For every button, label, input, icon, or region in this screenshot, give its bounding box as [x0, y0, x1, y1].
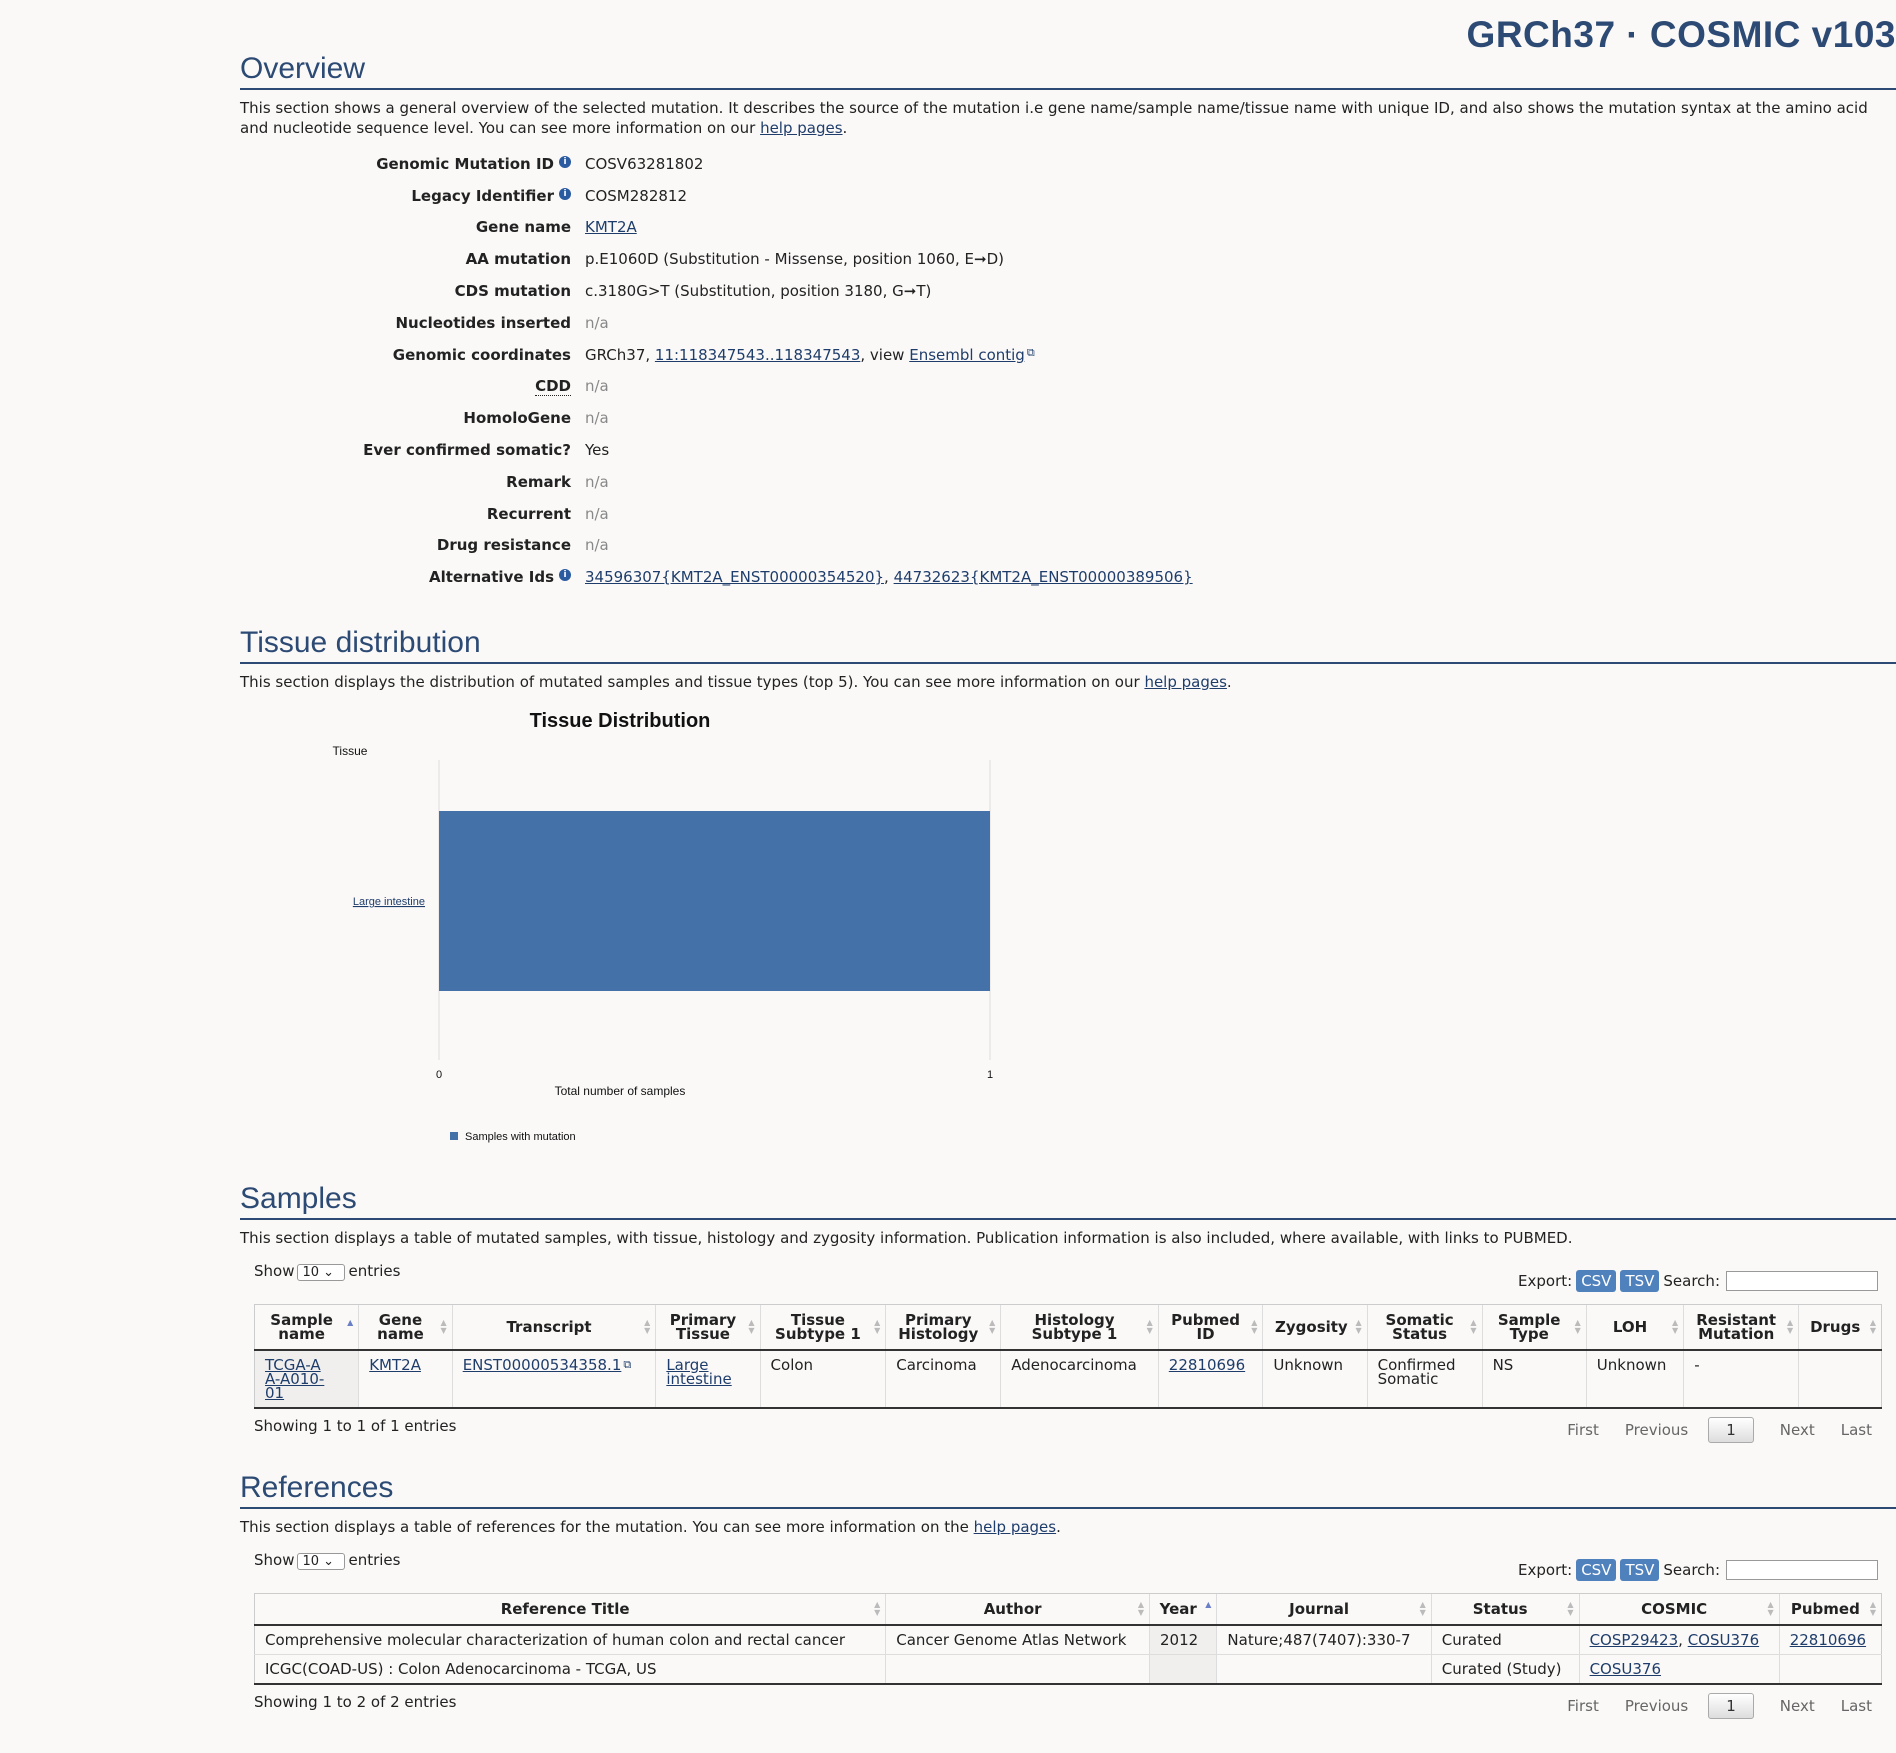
sort-icon: ▲ ▼ — [1869, 1600, 1876, 1617]
column-header[interactable]: Status ▲ ▼ — [1431, 1594, 1579, 1626]
cosmic-link[interactable]: COSU376 — [1589, 1660, 1661, 1678]
table-info: Showing 1 to 2 of 2 entries — [254, 1693, 457, 1711]
field-genomic-mutation-id: Genomic Mutation ID i COSV63281802 — [376, 154, 704, 173]
samples-section — [240, 1182, 1896, 1455]
table-row: Comprehensive molecular characterization of human colon and rectal cancer Cancer Genome Atlas Network 2012 Nature;487(7407):330-7 Curated COSP29423, COSU376 22810696 — [255, 1625, 1882, 1655]
column-header[interactable]: Tissue Subtype 1 ▲ ▼ — [760, 1305, 886, 1351]
chevron-down-icon: ⌄ — [323, 1554, 335, 1569]
sort-icon: ▲ ▼ — [874, 1600, 881, 1617]
field-homologene: HomoloGene n/a — [463, 409, 609, 428]
field-recurrent: Recurrent n/a — [486, 504, 609, 523]
overview-heading: Overview — [240, 52, 1896, 90]
field-legacy-identifier: Legacy Identifier i COSM282812 — [411, 186, 688, 205]
samples-table — [254, 1304, 1882, 1409]
chevron-down-icon: ⌄ — [323, 1265, 335, 1280]
external-link-icon: ⧉ — [623, 1358, 632, 1371]
samples-description: This section displays a table of mutated samples, with tissue, histology and zygosity information. Publication information is also included, where available, with links to PUBMED. — [240, 1229, 1573, 1247]
column-header[interactable]: Drugs ▲ ▼ — [1799, 1305, 1882, 1351]
references-heading: References — [240, 1471, 1896, 1509]
help-pages-link[interactable]: help pages — [973, 1518, 1057, 1536]
pagination — [1541, 1693, 1872, 1719]
x-tick-label: 1 — [986, 1069, 994, 1081]
column-header[interactable]: Journal ▲ ▼ — [1217, 1594, 1431, 1626]
field-drug-resistance: Drug resistance n/a — [436, 536, 609, 555]
pubmed-link[interactable]: 22810696 — [1168, 1356, 1246, 1374]
x-tick-label: 0 — [435, 1069, 443, 1081]
info-icon[interactable]: i — [559, 156, 571, 168]
entries-per-page-select[interactable]: 10 ⌄ — [297, 1553, 345, 1570]
next-page-button[interactable]: Next — [1779, 1421, 1815, 1439]
field-cds-mutation: CDS mutation c.3180G>T (Substitution, position 3180, G➞T) — [454, 282, 932, 301]
sort-icon: ▲ ▼ — [1419, 1600, 1426, 1617]
ensembl-contig-link[interactable]: Ensembl contig — [909, 345, 1025, 364]
tissue-chart-svg — [240, 700, 1040, 1160]
info-icon[interactable]: i — [559, 188, 571, 200]
alternative-id-link[interactable]: 34596307{KMT2A_ENST00000354520} — [585, 568, 885, 587]
samples-table-footer — [240, 1415, 1896, 1455]
next-page-button[interactable]: Next — [1779, 1697, 1815, 1715]
sort-icon: ▲ ▼ — [1567, 1600, 1574, 1617]
tissue-distribution-description: This section displays the distribution of mutated samples and tissue types (top 5). You can see more information on our help pages. — [240, 673, 1232, 691]
column-header[interactable]: Zygosity ▲ ▼ — [1263, 1305, 1367, 1351]
first-page-button[interactable]: First — [1567, 1697, 1599, 1715]
column-header[interactable]: LOH ▲ ▼ — [1586, 1305, 1683, 1351]
references-table — [254, 1593, 1882, 1685]
tissue-distribution-section — [240, 626, 1896, 692]
column-header[interactable]: Primary Tissue ▲ ▼ — [656, 1305, 760, 1351]
field-aa-mutation: AA mutation p.E1060D (Substitution - Missense, position 1060, E➞D) — [465, 250, 1004, 269]
references-section — [240, 1471, 1896, 1731]
info-icon[interactable]: i — [559, 569, 571, 581]
column-header[interactable]: Primary Histology ▲ ▼ — [886, 1305, 1001, 1351]
column-header[interactable]: Reference Title ▲ ▼ — [255, 1594, 886, 1626]
overview-section — [240, 52, 1896, 593]
pagination — [1541, 1417, 1872, 1443]
cosmic-link[interactable]: COSP29423 — [1589, 1631, 1679, 1649]
current-page-button[interactable]: 1 — [1708, 1417, 1754, 1443]
sort-icon: ▲ ▼ — [1251, 1318, 1258, 1335]
entries-per-page-select[interactable]: 10 ⌄ — [297, 1264, 345, 1281]
search-input[interactable] — [1726, 1560, 1878, 1580]
sort-icon: ▲ ▼ — [1767, 1600, 1774, 1617]
column-header[interactable]: Somatic Status ▲ ▼ — [1367, 1305, 1482, 1351]
last-page-button[interactable]: Last — [1840, 1421, 1872, 1439]
current-page-button[interactable]: 1 — [1708, 1693, 1754, 1719]
sort-icon: ▲ ▼ — [1470, 1318, 1477, 1335]
column-header[interactable]: Transcript ▲ ▼ — [452, 1305, 656, 1351]
export-tsv-button[interactable]: TSV — [1620, 1559, 1659, 1581]
column-header[interactable]: Pubmed ID ▲ ▼ — [1158, 1305, 1263, 1351]
field-gene-name: Gene name KMT2A — [475, 218, 637, 237]
overview-description: This section shows a general overview of the selected mutation. It describes the source of the mutation i.e gene name/sample name/tissue name with unique ID, and also shows the mutation syntax at the amino acid and nucleotide sequence level. You can see more information on our help pages. — [240, 99, 1868, 137]
gene-name-link[interactable]: KMT2A — [585, 218, 637, 237]
references-table-footer — [240, 1691, 1896, 1731]
overview-fields — [240, 148, 1896, 593]
sort-icon: ▲ ▼ — [874, 1318, 881, 1335]
field-nucleotides-inserted: Nucleotides inserted n/a — [395, 313, 609, 332]
help-pages-link[interactable]: help pages — [760, 119, 843, 137]
previous-page-button[interactable]: Previous — [1624, 1421, 1689, 1439]
column-header[interactable]: Sample name ▲ — [255, 1305, 359, 1351]
y-axis-label: Tissue — [332, 744, 368, 758]
sort-icon: ▲ ▼ — [644, 1318, 651, 1335]
sort-icon: ▲ ▼ — [1355, 1318, 1362, 1335]
sample-name-link[interactable]: TCGA-AA-A010-01 — [265, 1356, 325, 1402]
tissue-distribution-heading: Tissue distribution — [240, 626, 1896, 664]
column-header[interactable]: Year ▲ — [1150, 1594, 1217, 1626]
legend-label: Samples with mutation — [465, 1131, 576, 1143]
alternative-id-link[interactable]: 44732623{KMT2A_ENST00000389506} — [893, 568, 1193, 587]
sort-icon: ▲ ▼ — [440, 1318, 447, 1335]
sort-icon: ▲ ▼ — [1574, 1318, 1581, 1335]
genomic-coordinates-link[interactable]: 11:118347543..118347543 — [654, 345, 861, 364]
category-label-link[interactable]: Large intestine — [352, 896, 425, 908]
first-page-button[interactable]: First — [1567, 1421, 1599, 1439]
sort-icon: ▲ ▼ — [748, 1318, 755, 1335]
sort-icon: ▲ ▼ — [1672, 1318, 1679, 1335]
sort-icon: ▲ ▼ — [1787, 1318, 1794, 1335]
sort-ascending-icon: ▲ — [1205, 1600, 1212, 1609]
field-ever-confirmed-somatic: Ever confirmed somatic? Yes — [363, 441, 610, 460]
references-table-controls: Show 10 ⌄ entries Export: CSV TSV Search: — [240, 1551, 1896, 1593]
sort-icon: ▲ ▼ — [1869, 1318, 1876, 1335]
sort-icon: ▲ ▼ — [1146, 1318, 1153, 1335]
help-pages-link[interactable]: help pages — [1144, 673, 1227, 691]
table-row: TCGA-AA-A010-01 KMT2A ENST00000534358.1 ⧉ Large intestine Colon Carcinoma Adenocarcinoma 22810696 Unknown Confirmed Somatic NS Unknown - — [255, 1350, 1882, 1408]
field-cdd: CDD n/a — [535, 377, 609, 396]
primary-tissue-link[interactable]: Large intestine — [666, 1356, 732, 1388]
export-tsv-button[interactable]: TSV — [1620, 1270, 1659, 1292]
pubmed-link[interactable]: 22810696 — [1789, 1631, 1867, 1649]
transcript-link[interactable]: ENST00000534358.1 — [462, 1356, 622, 1374]
legend-swatch — [450, 1132, 458, 1140]
gene-name-link[interactable]: KMT2A — [369, 1356, 421, 1374]
last-page-button[interactable]: Last — [1840, 1697, 1872, 1715]
column-header[interactable]: Histology Subtype 1 ▲ ▼ — [1001, 1305, 1159, 1351]
chart-title: Tissue Distribution — [529, 710, 711, 732]
column-header[interactable]: Gene name ▲ ▼ — [359, 1305, 452, 1351]
page-title: GRCh37 · COSMIC v103 — [1466, 14, 1896, 55]
tissue-distribution-chart — [240, 700, 1040, 1160]
column-header[interactable]: COSMIC ▲ ▼ — [1579, 1594, 1779, 1626]
column-header[interactable]: Resistant Mutation ▲ ▼ — [1684, 1305, 1799, 1351]
table-info: Showing 1 to 1 of 1 entries — [254, 1417, 457, 1435]
export-csv-button[interactable]: CSV — [1576, 1270, 1616, 1292]
samples-heading: Samples — [240, 1182, 1896, 1220]
field-genomic-coordinates: Genomic coordinates GRCh37, 11:118347543..118347543, view Ensembl contig ⧉ — [392, 345, 1035, 364]
field-remark: Remark n/a — [506, 472, 609, 491]
sort-icon: ▲ ▼ — [1137, 1600, 1145, 1617]
bar — [439, 811, 990, 991]
export-csv-button[interactable]: CSV — [1576, 1559, 1616, 1581]
search-input[interactable] — [1726, 1271, 1878, 1291]
column-header[interactable]: Pubmed ▲ ▼ — [1779, 1594, 1881, 1626]
previous-page-button[interactable]: Previous — [1624, 1697, 1689, 1715]
column-header[interactable]: Sample Type ▲ ▼ — [1482, 1305, 1586, 1351]
sort-icon: ▲ ▼ — [989, 1318, 996, 1335]
field-alternative-ids: Alternative Ids i 34596307{KMT2A_ENST00000354520}, 44732623{KMT2A_ENST00000389506} — [428, 568, 1193, 587]
samples-table-controls: Show 10 ⌄ entries Export: CSV TSV Search: — [240, 1262, 1896, 1304]
references-description: This section displays a table of references for the mutation. You can see more information on the help pages. — [240, 1518, 1061, 1536]
sort-ascending-icon: ▲ — [347, 1318, 354, 1327]
table-row: ICGC(COAD-US) : Colon Adenocarcinoma - TCGA, US Curated (Study) COSU376 — [255, 1655, 1882, 1685]
cosmic-link[interactable]: COSU376 — [1687, 1631, 1760, 1649]
external-link-icon: ⧉ — [1026, 345, 1035, 359]
x-axis-label: Total number of samples — [554, 1084, 686, 1098]
column-header[interactable]: Author ▲ ▼ — [886, 1594, 1150, 1626]
